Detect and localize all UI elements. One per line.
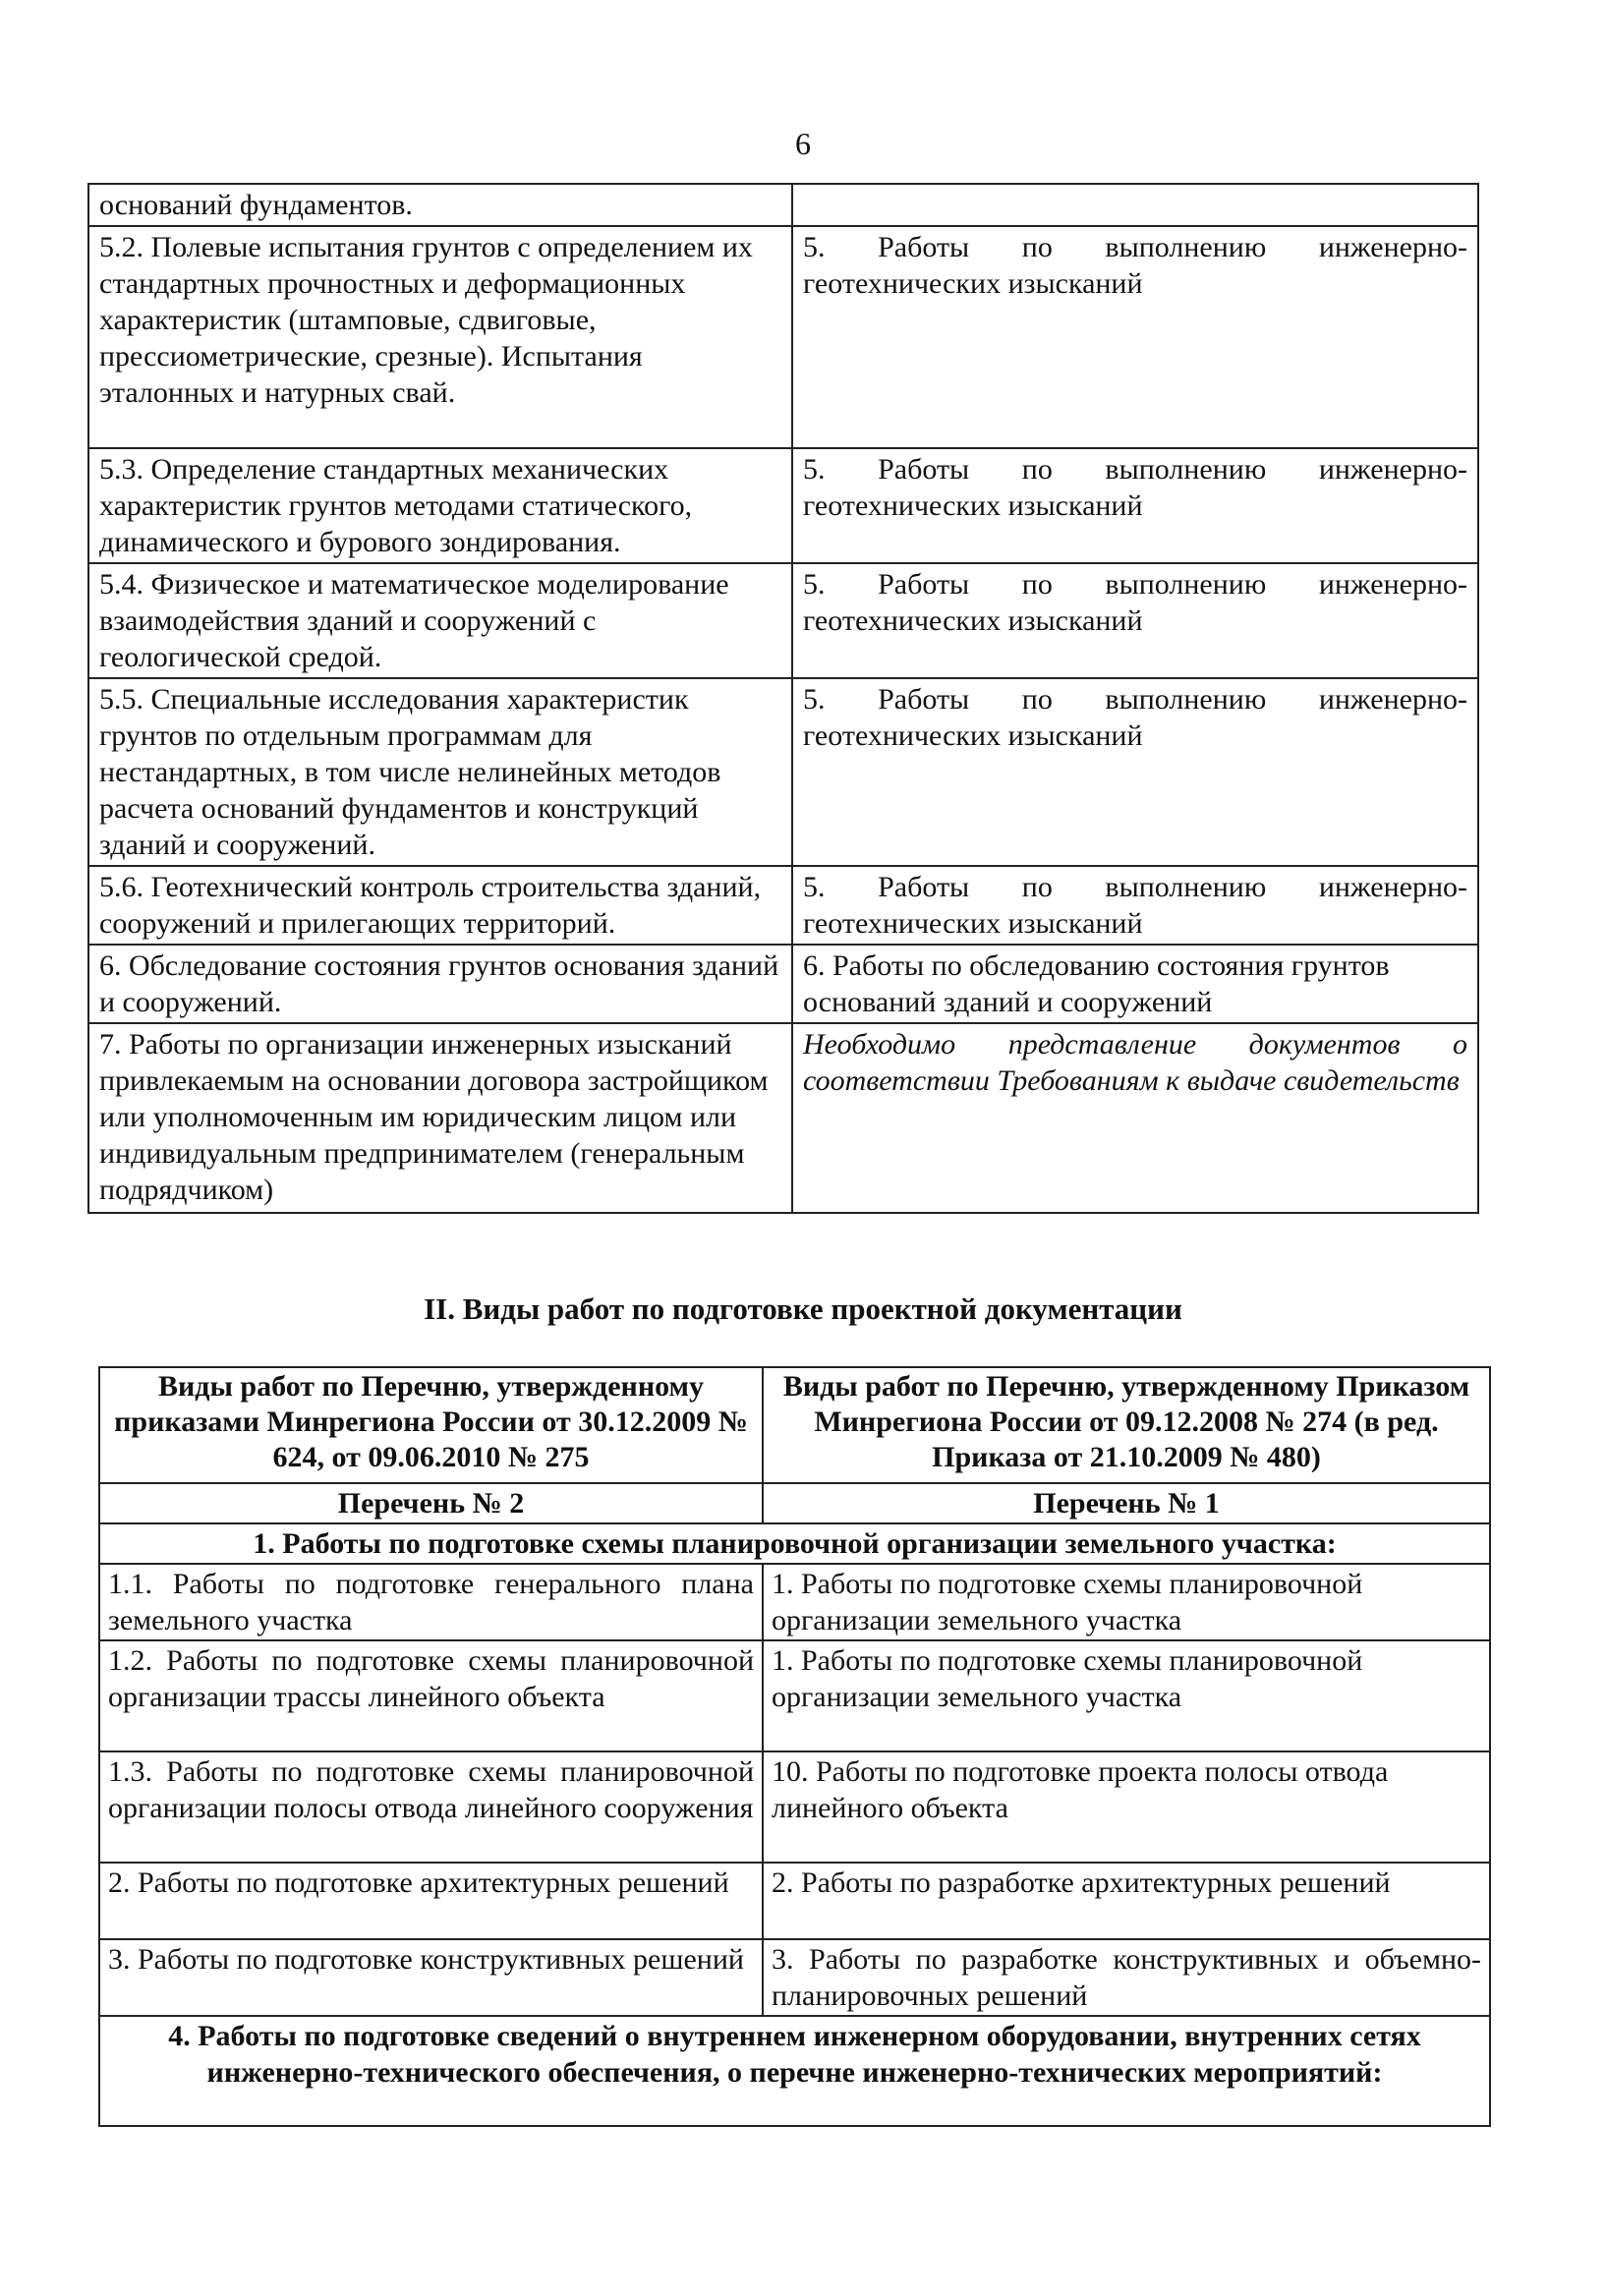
cell-left: 5.3. Определение стандартных механических характеристик грунтов методами статического, динамического и бурового зондирования. [88,448,792,563]
table-row [88,184,1478,226]
table-row [99,1640,1490,1751]
list-row [99,1483,1490,1523]
table-row [88,945,1478,1023]
table-row [88,866,1478,945]
cell-right-line: геотехнических изысканий [803,267,1143,300]
group-row [99,2016,1490,2126]
cell-right [792,448,1478,563]
table-row [99,1939,1490,2016]
table-row [88,563,1478,678]
cell-right: 1. Работы по подготовке схемы планировочной организации земельного участка [763,1640,1490,1751]
cell-left: 5.2. Полевые испытания грунтов с определением их стандартных прочностных и деформационных характеристик (штамповые, сдвиговые, прессиометрические, срезные). Испытания эталонных и натурных свай. [88,226,792,448]
group-heading: 4. Работы по подготовке сведений о внутреннем инженерном оборудовании, внутренних сетях инженерно-технического обеспечения, о перечне инженерно-технических мероприятий: [99,2016,1490,2126]
list-right: Перечень № 1 [763,1483,1490,1523]
cell-right [792,678,1478,866]
cell-right-line: геотехнических изысканий [803,604,1143,637]
group-row [99,1523,1490,1564]
cell-left: 3. Работы по подготовке конструктивных решений [99,1939,763,2016]
cell-right: 2. Работы по разработке архитектурных решений [763,1863,1490,1939]
cell-right-line: 5. Работы по выполнению инженерно- [803,683,1467,716]
list-left: Перечень № 2 [99,1483,763,1523]
cell-left: оснований фундаментов. [88,184,792,226]
cell-right: 3. Работы по разработке конструктивных и объемно-планировочных решений [763,1939,1490,2016]
table-row [88,678,1478,866]
section-title: II. Виды работ по подготовке проектной документации [424,1292,1182,1326]
table-header-row [99,1367,1490,1483]
table-geotech [87,183,1479,1214]
cell-right: 6. Работы по обследованию состояния грунтов оснований зданий и сооружений [792,945,1478,1023]
group-heading: 1. Работы по подготовке схемы планировочной организации земельного участка: [99,1523,1490,1564]
cell-left: 1.1. Работы по подготовке генерального плана земельного участка [99,1564,763,1640]
page-number: 6 [795,126,811,161]
cell-left: 5.6. Геотехнический контроль строительства зданий, сооружений и прилегающих территорий. [88,866,792,945]
cell-right-line: геотехнических изысканий [803,489,1143,522]
table-row [99,1564,1490,1640]
cell-left: 6. Обследование состояния грунтов основания зданий и сооружений. [88,945,792,1023]
cell-right [792,226,1478,448]
cell-left: 1.3. Работы по подготовке схемы планировочной организации полосы отвода линейного сооружения [99,1751,763,1863]
cell-right [792,184,1478,226]
table-row [99,1751,1490,1863]
table-row [99,1863,1490,1939]
header-left: Виды работ по Перечню, утвержденному приказами Минрегиона России от 30.12.2009 № 624, от 09.06.2010 № 275 [99,1367,763,1483]
cell-left: 1.2. Работы по подготовке схемы планировочной организации трассы линейного объекта [99,1640,763,1751]
cell-right [792,866,1478,945]
cell-right: Необходимо представление документов о соответствии Требованиям к выдаче свидетельств [792,1023,1478,1213]
cell-left: 5.5. Специальные исследования характеристик грунтов по отдельным программам для нестандартных, в том числе нелинейных методов расчета оснований фундаментов и конструкций зданий и сооружений. [88,678,792,866]
table-row [88,226,1478,448]
cell-left: 2. Работы по подготовке архитектурных решений [99,1863,763,1939]
cell-right: 10. Работы по подготовке проекта полосы отвода линейного объекта [763,1751,1490,1863]
table-row [88,1023,1478,1213]
cell-right-line: 5. Работы по выполнению инженерно- [803,871,1467,903]
cell-right-line: геотехнических изысканий [803,907,1143,940]
cell-right [792,563,1478,678]
cell-right-line: 5. Работы по выполнению инженерно- [803,231,1467,263]
cell-right: 1. Работы по подготовке схемы планировочной организации земельного участка [763,1564,1490,1640]
cell-left: 5.4. Физическое и математическое моделирование взаимодействия зданий и сооружений с геологической средой. [88,563,792,678]
cell-left: 7. Работы по организации инженерных изысканий привлекаемым на основании договора застройщиком или уполномоченным им юридическим лицом или индивидуальным предпринимателем (генеральным подрядчиком) [88,1023,792,1213]
cell-right-line: геотехнических изысканий [803,719,1143,752]
table-design-docs [98,1366,1491,2127]
header-right: Виды работ по Перечню, утвержденному Приказом Минрегиона России от 09.12.2008 № 274 (в ред. Приказа от 21.10.2009 № 480) [763,1367,1490,1483]
cell-right-line: 5. Работы по выполнению инженерно- [803,568,1467,601]
cell-right-line: 5. Работы по выполнению инженерно- [803,453,1467,486]
table-row [88,448,1478,563]
